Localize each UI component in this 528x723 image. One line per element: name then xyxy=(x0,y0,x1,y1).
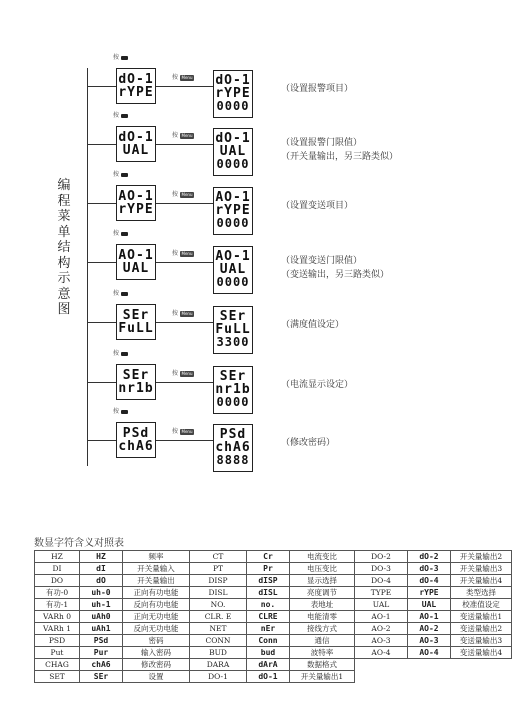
row-description xyxy=(281,82,353,96)
table-cell-display: Conn xyxy=(247,635,290,647)
description-text: （变送输出，另三路类似） xyxy=(281,270,390,280)
table-row xyxy=(35,575,512,587)
key-label: 按 xyxy=(113,408,120,415)
row-description xyxy=(281,436,335,450)
table-cell-symbol: BUD xyxy=(190,647,247,659)
table-title: 数显字符含义对照表 xyxy=(34,538,124,549)
table-cell-meaning: 显示选择 xyxy=(290,575,355,587)
description-text: （设置变送项目） xyxy=(281,201,354,211)
table-cell-display: Pr xyxy=(247,563,290,575)
lcd-text: AO-1 xyxy=(215,190,251,205)
table-cell-display: PSd xyxy=(80,635,123,647)
key-label: 按 xyxy=(113,54,120,61)
table-cell-meaning: 变送量输出3 xyxy=(451,635,512,647)
key-dot-icon xyxy=(121,352,128,356)
table-cell-display: dO xyxy=(80,575,123,587)
tree-branch-line xyxy=(87,322,116,323)
vertical-title-char: 意 xyxy=(57,286,71,302)
table-row xyxy=(35,671,512,683)
lcd-left xyxy=(116,304,156,340)
table-cell-meaning: 开关量输出1 xyxy=(290,671,355,683)
table-cell-empty xyxy=(355,671,408,683)
table-cell-empty xyxy=(451,671,512,683)
table-cell-display: dI xyxy=(80,563,123,575)
table-cell-symbol: PSD xyxy=(35,635,80,647)
table-cell-meaning: 开关量输出 xyxy=(123,575,190,587)
table-cell-display: HZ xyxy=(80,551,123,563)
lcd-text: 0000 xyxy=(216,157,250,171)
table-cell-empty xyxy=(408,659,451,671)
lcd-left xyxy=(116,185,156,221)
menu-button-icon: Menu xyxy=(181,132,193,138)
tree-branch-line xyxy=(87,440,116,441)
table-row xyxy=(35,611,512,623)
key-dot-icon xyxy=(121,292,128,296)
menu-button-icon: Menu xyxy=(181,191,193,197)
menu-key-icon xyxy=(172,191,202,199)
table-cell-display: dO-1 xyxy=(247,671,290,683)
key-label: 按 xyxy=(113,112,120,119)
description-text: （设置报警门限值） xyxy=(281,138,363,148)
table-cell-meaning: 开关量输出2 xyxy=(451,551,512,563)
lcd-text: dO-1 xyxy=(118,72,154,87)
lcd-text: SEr xyxy=(219,369,247,384)
lcd-text: AO-1 xyxy=(215,249,251,264)
table-cell-symbol: DO xyxy=(35,575,80,587)
table-cell-meaning: 正向无功电能 xyxy=(123,611,190,623)
table-cell-display: dISP xyxy=(247,575,290,587)
table-cell-display: Pur xyxy=(80,647,123,659)
table-cell-symbol: VARh 1 xyxy=(35,623,80,635)
tree-trunk-line xyxy=(87,68,88,466)
table-row xyxy=(35,599,512,611)
table-cell-symbol: AO-2 xyxy=(355,623,408,635)
down-key-icon xyxy=(113,290,133,298)
lcd-text: 0000 xyxy=(216,395,250,409)
lcd-right xyxy=(213,128,253,176)
down-key-icon xyxy=(113,112,133,120)
lcd-text: AO-1 xyxy=(118,189,154,204)
lcd-left xyxy=(116,244,156,280)
table-cell-symbol: Put xyxy=(35,647,80,659)
table-cell-meaning: 通信 xyxy=(290,635,355,647)
table-cell-display: dO-3 xyxy=(408,563,451,575)
key-label: 按 xyxy=(172,132,179,139)
table-cell-meaning: 电压变比 xyxy=(290,563,355,575)
down-key-icon xyxy=(113,54,133,62)
table-cell-meaning: 反向有功电能 xyxy=(123,599,190,611)
lcd-text: rYPE xyxy=(118,85,154,100)
lcd-text: FuLL xyxy=(118,321,154,336)
table-cell-display: AO-1 xyxy=(408,611,451,623)
table-cell-display: no. xyxy=(247,599,290,611)
key-dot-icon xyxy=(121,56,128,60)
lcd-text: nr1b xyxy=(118,381,154,396)
menu-key-icon xyxy=(172,132,202,140)
table-row xyxy=(35,623,512,635)
key-label: 按 xyxy=(113,290,120,297)
character-legend-table xyxy=(34,550,512,683)
row-description xyxy=(281,199,353,213)
table-cell-meaning: 类型选择 xyxy=(451,587,512,599)
lcd-text: dO-1 xyxy=(118,130,154,145)
table-cell-symbol: DO-3 xyxy=(355,563,408,575)
table-row xyxy=(35,563,512,575)
down-key-icon xyxy=(113,230,133,238)
vertical-title xyxy=(54,178,74,318)
table-cell-symbol: UAL xyxy=(355,599,408,611)
lcd-text: AO-1 xyxy=(118,248,154,263)
lcd-text: UAL xyxy=(219,144,247,159)
menu-button-icon: Menu xyxy=(181,250,193,256)
table-cell-empty xyxy=(451,659,512,671)
lcd-text: dO-1 xyxy=(215,73,251,88)
vertical-title-char: 单 xyxy=(57,224,71,240)
description-text: （电流显示设定） xyxy=(281,380,354,390)
table-cell-symbol: NO. xyxy=(190,599,247,611)
table-cell-meaning: 变送量输出1 xyxy=(451,611,512,623)
key-label: 按 xyxy=(172,191,179,198)
table-cell-symbol: 有功-1 xyxy=(35,599,80,611)
table-cell-meaning: 输入密码 xyxy=(123,647,190,659)
table-cell-display: dO-4 xyxy=(408,575,451,587)
table-cell-meaning: 校准值设定 xyxy=(451,599,512,611)
vertical-title-char: 构 xyxy=(57,255,71,271)
table-cell-display: uAh1 xyxy=(80,623,123,635)
table-cell-display: uh-0 xyxy=(80,587,123,599)
menu-key-icon xyxy=(172,370,202,378)
tree-branch-line xyxy=(87,382,116,383)
tree-branch-line xyxy=(87,262,116,263)
lcd-right xyxy=(213,246,253,294)
menu-button-icon: Menu xyxy=(181,370,193,376)
table-cell-display: dArA xyxy=(247,659,290,671)
table-cell-symbol: DO-2 xyxy=(355,551,408,563)
description-text: （满度值设定） xyxy=(281,320,345,330)
tree-branch-line xyxy=(87,144,116,145)
table-cell-display: UAL xyxy=(408,599,451,611)
lcd-left xyxy=(116,68,156,104)
key-dot-icon xyxy=(121,173,128,177)
menu-key-icon xyxy=(172,74,202,82)
connector-line xyxy=(156,203,213,204)
table-cell-display: dISL xyxy=(247,587,290,599)
table-cell-meaning: 设置 xyxy=(123,671,190,683)
key-label: 按 xyxy=(113,171,120,178)
vertical-title-char: 编 xyxy=(57,178,71,193)
table-cell-meaning: 开关量输入 xyxy=(123,563,190,575)
key-dot-icon xyxy=(121,114,128,118)
table-cell-empty xyxy=(355,659,408,671)
lcd-right xyxy=(213,306,253,354)
key-label: 按 xyxy=(172,250,179,257)
table-cell-display: dO-2 xyxy=(408,551,451,563)
connector-line xyxy=(156,440,213,441)
table-cell-symbol: PT xyxy=(190,563,247,575)
table-cell-display: chA6 xyxy=(80,659,123,671)
lcd-right xyxy=(213,70,253,118)
table-cell-symbol: TYPE xyxy=(355,587,408,599)
table-cell-symbol: DO-1 xyxy=(190,671,247,683)
row-description xyxy=(281,378,353,392)
lcd-text: rYPE xyxy=(215,86,251,101)
table-cell-meaning: 波特率 xyxy=(290,647,355,659)
table-cell-meaning: 亮度调节 xyxy=(290,587,355,599)
menu-key-icon xyxy=(172,428,202,436)
menu-button-icon: Menu xyxy=(181,428,193,434)
table-cell-symbol: NET xyxy=(190,623,247,635)
description-text: （设置报警项目） xyxy=(281,84,354,94)
lcd-text: 3300 xyxy=(216,335,250,349)
table-cell-display: AO-4 xyxy=(408,647,451,659)
tree-branch-line xyxy=(87,86,116,87)
lcd-left xyxy=(116,126,156,162)
key-label: 按 xyxy=(113,230,120,237)
vertical-title-char: 菜 xyxy=(57,209,71,224)
row-description xyxy=(281,136,398,164)
connector-line xyxy=(156,262,213,263)
down-key-icon xyxy=(113,350,133,358)
table-cell-meaning: 正向有功电能 xyxy=(123,587,190,599)
table-cell-symbol: 有功-0 xyxy=(35,587,80,599)
vertical-title-char: 程 xyxy=(57,193,71,209)
table-cell-display: SEr xyxy=(80,671,123,683)
table-cell-symbol: AO-3 xyxy=(355,635,408,647)
table-cell-display: AO-3 xyxy=(408,635,451,647)
key-label: 按 xyxy=(172,370,179,377)
menu-key-icon xyxy=(172,310,202,318)
table-cell-display: Cr xyxy=(247,551,290,563)
key-dot-icon xyxy=(121,410,128,414)
connector-line xyxy=(156,144,213,145)
table-cell-meaning: 电能清零 xyxy=(290,611,355,623)
description-text: （修改密码） xyxy=(281,438,336,448)
down-key-icon xyxy=(113,408,133,416)
key-label: 按 xyxy=(172,74,179,81)
menu-button-icon: Menu xyxy=(181,310,193,316)
table-cell-symbol: CONN xyxy=(190,635,247,647)
lcd-text: UAL xyxy=(122,261,150,276)
lcd-left xyxy=(116,422,156,458)
lcd-right xyxy=(213,187,253,235)
table-cell-symbol: DO-4 xyxy=(355,575,408,587)
table-cell-empty xyxy=(408,671,451,683)
table-cell-symbol: CT xyxy=(190,551,247,563)
connector-line xyxy=(156,322,213,323)
table-cell-symbol: VARh 0 xyxy=(35,611,80,623)
table-cell-meaning: 反向无功电能 xyxy=(123,623,190,635)
table-row xyxy=(35,551,512,563)
lcd-left xyxy=(116,364,156,400)
table-cell-meaning: 接线方式 xyxy=(290,623,355,635)
table-row xyxy=(35,587,512,599)
lcd-text: rYPE xyxy=(118,202,154,217)
lcd-text: PSd xyxy=(219,427,247,442)
table-row xyxy=(35,659,512,671)
vertical-title-char: 图 xyxy=(57,302,71,317)
description-text: （设置变送门限值） xyxy=(281,256,363,266)
table-cell-display: uAh0 xyxy=(80,611,123,623)
table-cell-meaning: 数据格式 xyxy=(290,659,355,671)
vertical-title-char: 示 xyxy=(57,271,71,286)
lcd-text: UAL xyxy=(219,262,247,277)
connector-line xyxy=(156,86,213,87)
lcd-right xyxy=(213,424,253,472)
connector-line xyxy=(156,382,213,383)
tree-branch-line xyxy=(87,203,116,204)
key-label: 按 xyxy=(172,310,179,317)
table-cell-display: uh-1 xyxy=(80,599,123,611)
row-description xyxy=(281,318,344,332)
table-cell-display: bud xyxy=(247,647,290,659)
table-cell-symbol: CHAG xyxy=(35,659,80,671)
table-cell-meaning: 频率 xyxy=(123,551,190,563)
key-label: 按 xyxy=(113,350,120,357)
table-cell-display: CLRE xyxy=(247,611,290,623)
table-row xyxy=(35,647,512,659)
lcd-text: chA6 xyxy=(215,440,251,455)
table-cell-symbol: DARA xyxy=(190,659,247,671)
key-label: 按 xyxy=(172,428,179,435)
table-cell-display: rYPE xyxy=(408,587,451,599)
table-cell-symbol: HZ xyxy=(35,551,80,563)
table-row xyxy=(35,635,512,647)
lcd-text: FuLL xyxy=(215,322,251,337)
description-text: （开关量输出，另三路类似） xyxy=(281,152,399,162)
table-cell-symbol: AO-1 xyxy=(355,611,408,623)
key-dot-icon xyxy=(121,232,128,236)
table-cell-meaning: 开关量输出3 xyxy=(451,563,512,575)
lcd-text: 0000 xyxy=(216,216,250,230)
table-cell-symbol: SET xyxy=(35,671,80,683)
table-cell-meaning: 表地址 xyxy=(290,599,355,611)
lcd-text: nr1b xyxy=(215,382,251,397)
table-cell-symbol: DI xyxy=(35,563,80,575)
lcd-text: 0000 xyxy=(216,275,250,289)
lcd-text: rYPE xyxy=(215,203,251,218)
table-cell-symbol: DISL xyxy=(190,587,247,599)
table-cell-meaning: 密码 xyxy=(123,635,190,647)
table-cell-display: AO-2 xyxy=(408,623,451,635)
table-cell-symbol: DISP xyxy=(190,575,247,587)
vertical-title-char: 结 xyxy=(57,240,71,255)
menu-key-icon xyxy=(172,250,202,258)
lcd-text: SEr xyxy=(122,368,150,383)
table-cell-symbol: AO-4 xyxy=(355,647,408,659)
lcd-text: UAL xyxy=(122,143,150,158)
table-cell-meaning: 开关量输出4 xyxy=(451,575,512,587)
table-cell-meaning: 变送量输出2 xyxy=(451,623,512,635)
lcd-text: dO-1 xyxy=(215,131,251,146)
lcd-text: SEr xyxy=(122,308,150,323)
table-cell-meaning: 变送量输出4 xyxy=(451,647,512,659)
menu-button-icon: Menu xyxy=(181,74,193,80)
down-key-icon xyxy=(113,171,133,179)
table-cell-symbol: CLR. E xyxy=(190,611,247,623)
lcd-text: SEr xyxy=(219,309,247,324)
table-cell-meaning: 电流变比 xyxy=(290,551,355,563)
lcd-text: chA6 xyxy=(118,439,154,454)
lcd-text: PSd xyxy=(122,426,150,441)
lcd-text: 0000 xyxy=(216,99,250,113)
row-description xyxy=(281,254,389,282)
lcd-text: 8888 xyxy=(216,453,250,467)
lcd-right xyxy=(213,366,253,414)
table-cell-display: nEr xyxy=(247,623,290,635)
table-cell-meaning: 修改密码 xyxy=(123,659,190,671)
